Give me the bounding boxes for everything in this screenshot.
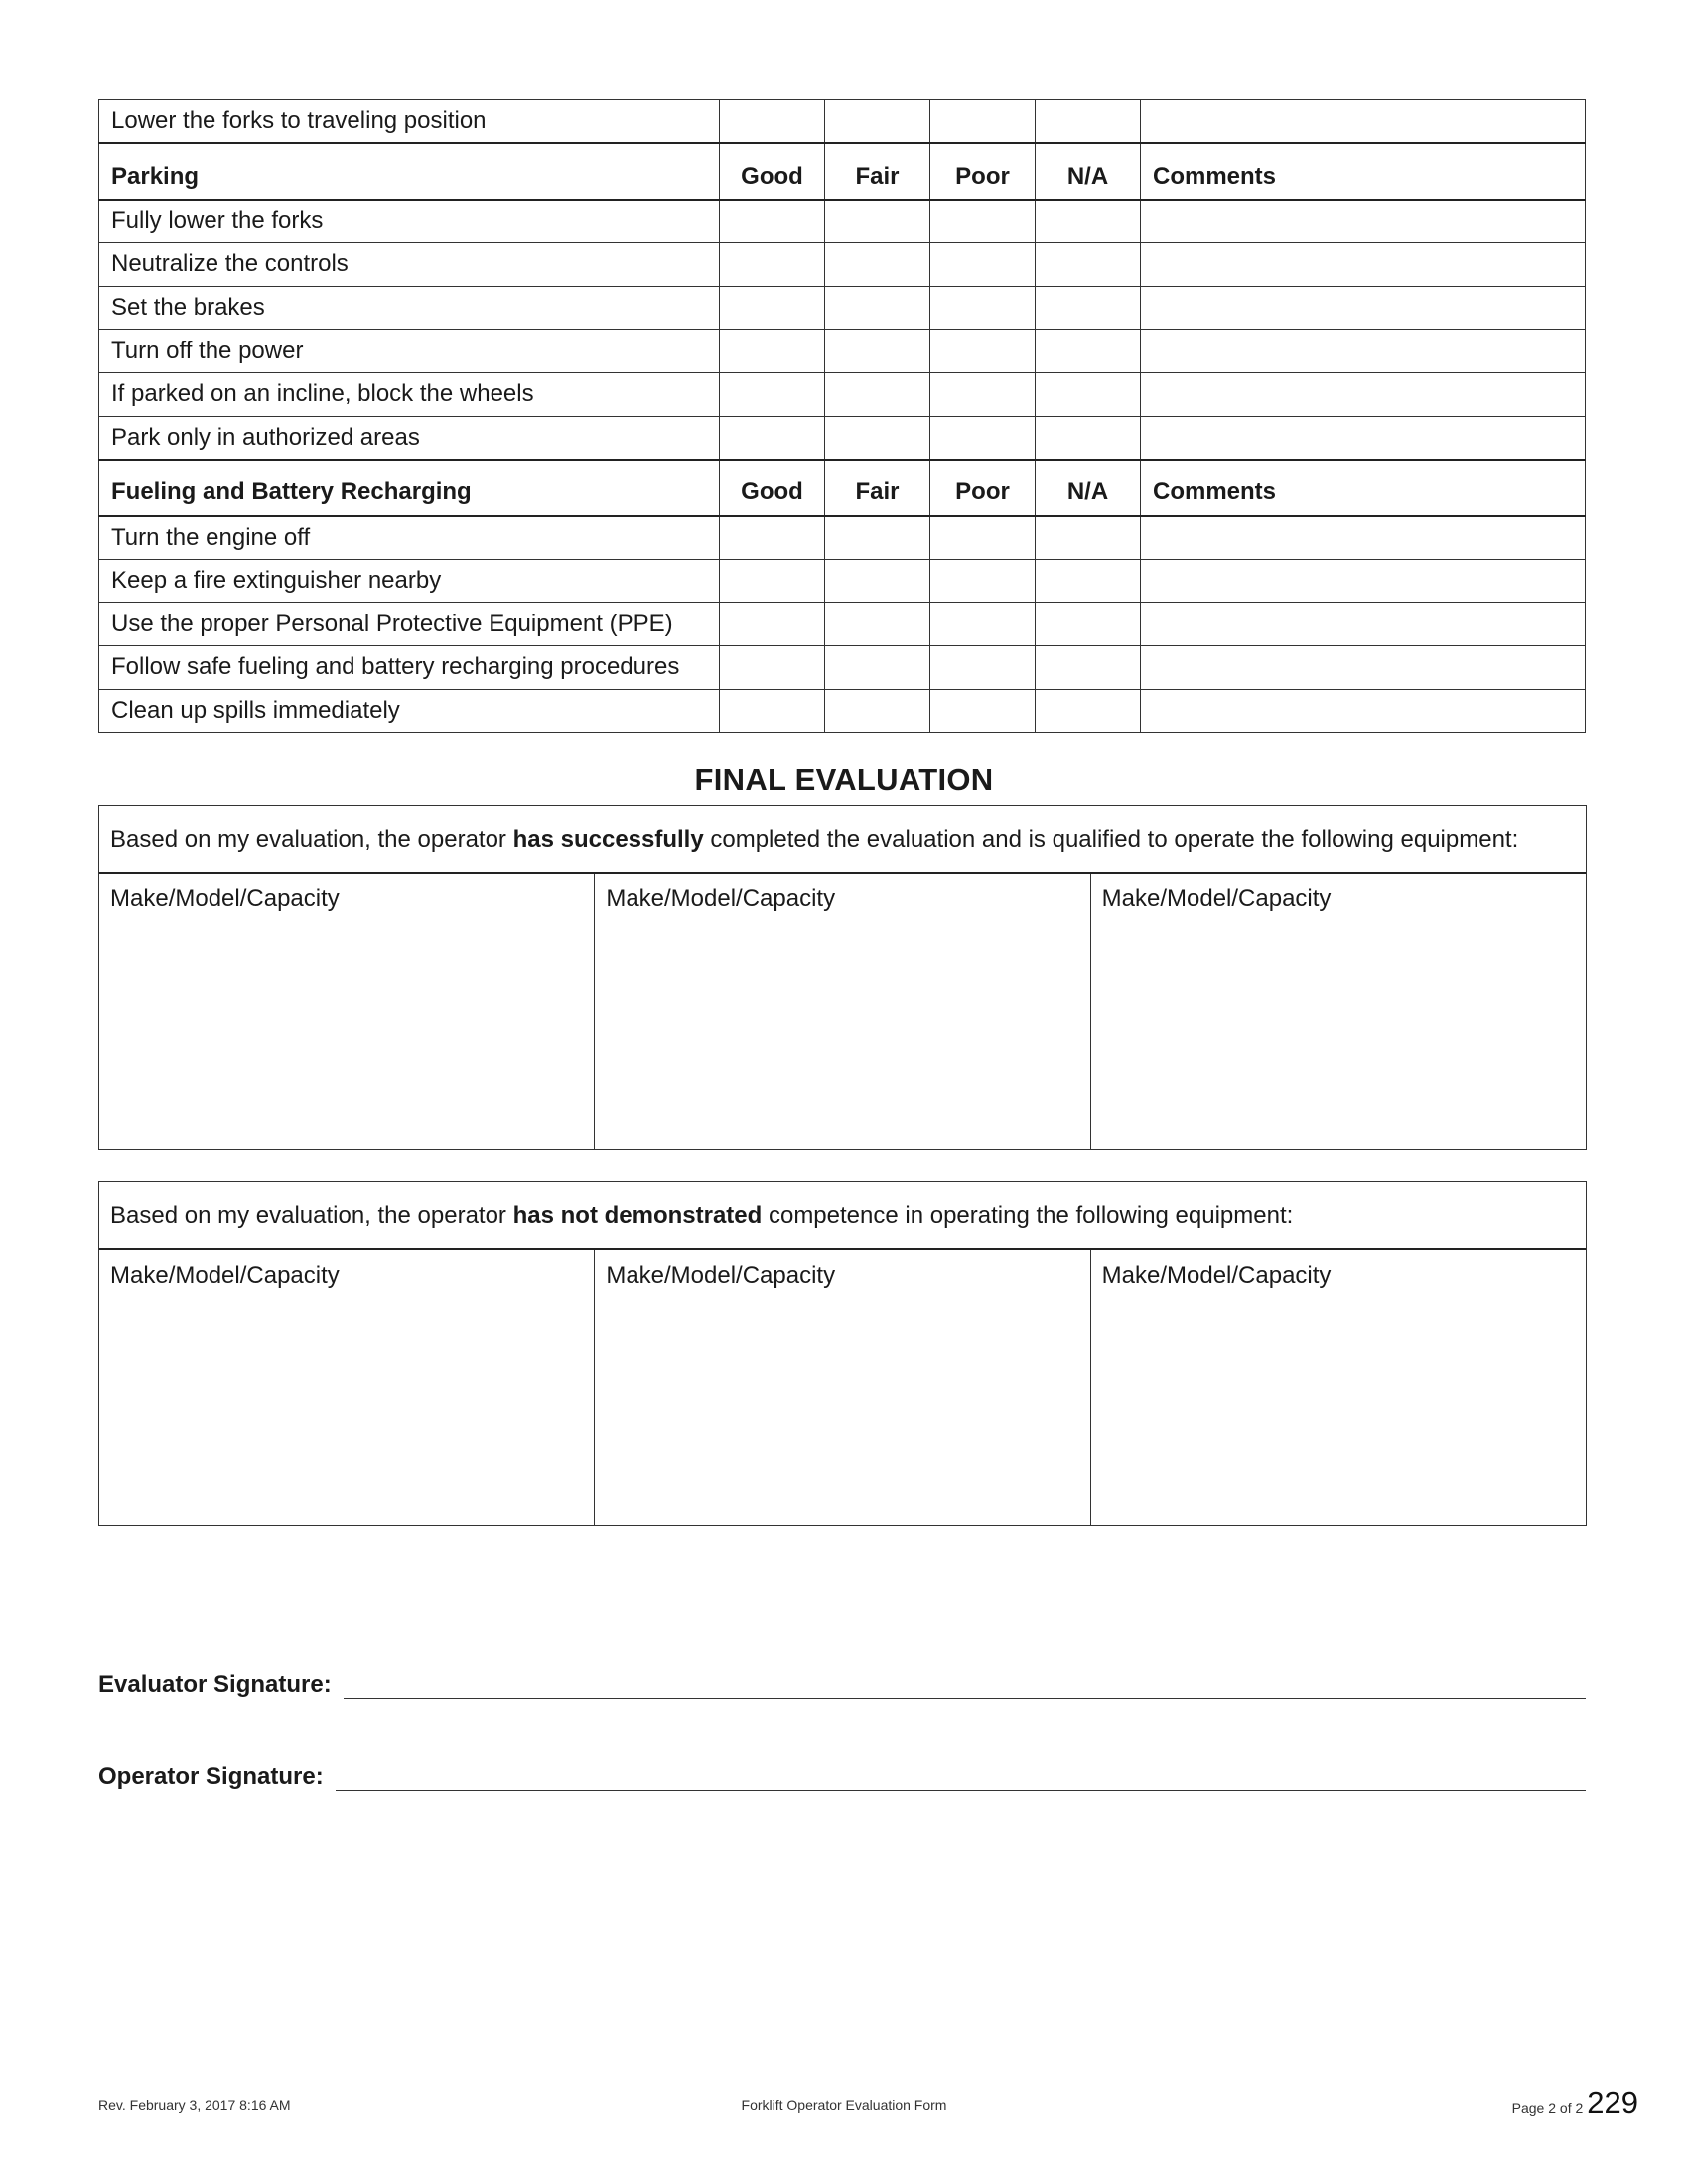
rating-cell-na[interactable]	[1036, 689, 1141, 733]
rating-cell-na[interactable]	[1036, 645, 1141, 689]
evaluation-checklist-table	[98, 99, 1586, 733]
rating-cell-na[interactable]	[1036, 603, 1141, 646]
operator-signature-label: Operator Signature:	[98, 1763, 324, 1790]
rating-cell-good[interactable]	[720, 416, 825, 460]
comments-cell[interactable]	[1141, 516, 1586, 560]
evaluator-signature-line[interactable]	[344, 1675, 1586, 1699]
not-demonstrated-equipment-box	[98, 1181, 1587, 1526]
task-label: Keep a fire extinguisher nearby	[99, 559, 720, 603]
table-row	[99, 559, 1586, 603]
rating-cell-na[interactable]	[1036, 372, 1141, 416]
rating-cell-fair[interactable]	[825, 645, 930, 689]
comments-cell[interactable]	[1141, 243, 1586, 287]
table-row	[99, 286, 1586, 330]
task-label: Turn off the power	[99, 330, 720, 373]
rating-cell-na[interactable]	[1036, 516, 1141, 560]
rating-cell-fair[interactable]	[825, 330, 930, 373]
qualified-statement	[99, 806, 1586, 874]
rating-cell-poor[interactable]	[930, 689, 1036, 733]
comments-cell[interactable]	[1141, 689, 1586, 733]
rating-cell-fair[interactable]	[825, 603, 930, 646]
table-row	[99, 243, 1586, 287]
task-label: Park only in authorized areas	[99, 416, 720, 460]
equipment-cell[interactable]: Make/Model/Capacity	[1101, 1262, 1332, 1289]
rating-cell-poor[interactable]	[930, 372, 1036, 416]
task-label: Lower the forks to traveling position	[99, 100, 720, 144]
rating-cell-poor[interactable]	[930, 516, 1036, 560]
rating-cell-good[interactable]	[720, 645, 825, 689]
rating-cell-na[interactable]	[1036, 330, 1141, 373]
comments-cell[interactable]	[1141, 286, 1586, 330]
rating-cell-fair[interactable]	[825, 559, 930, 603]
rating-cell-na[interactable]	[1036, 100, 1141, 144]
statement-emphasis: has not demonstrated	[512, 1202, 763, 1229]
section-header-parking	[99, 143, 1586, 200]
column-header-poor: Poor	[930, 143, 1036, 200]
page-of-label: Page 2 of 2	[1511, 2100, 1584, 2116]
rating-cell-good[interactable]	[720, 559, 825, 603]
column-header-good: Good	[720, 460, 825, 516]
rating-cell-good[interactable]	[720, 330, 825, 373]
rating-cell-fair[interactable]	[825, 516, 930, 560]
rating-cell-poor[interactable]	[930, 645, 1036, 689]
table-row	[99, 416, 1586, 460]
statement-emphasis: has successfully	[512, 826, 704, 853]
equipment-cell[interactable]: Make/Model/Capacity	[99, 1250, 595, 1525]
rating-cell-good[interactable]	[720, 243, 825, 287]
rating-cell-poor[interactable]	[930, 559, 1036, 603]
task-label: Follow safe fueling and battery recharging procedures	[99, 645, 720, 689]
rating-cell-fair[interactable]	[825, 286, 930, 330]
comments-cell[interactable]	[1141, 372, 1586, 416]
column-header-comments: Comments	[1141, 460, 1586, 516]
rating-cell-good[interactable]	[720, 603, 825, 646]
rating-cell-na[interactable]	[1036, 243, 1141, 287]
comments-cell[interactable]	[1141, 200, 1586, 243]
task-label: Turn the engine off	[99, 516, 720, 560]
comments-cell[interactable]	[1141, 645, 1586, 689]
comments-cell[interactable]	[1141, 603, 1586, 646]
task-label: Set the brakes	[99, 286, 720, 330]
rating-cell-fair[interactable]	[825, 100, 930, 144]
qualified-equipment-box	[98, 805, 1587, 1150]
operator-signature-row	[98, 1763, 1586, 1791]
rating-cell-na[interactable]	[1036, 286, 1141, 330]
rating-cell-good[interactable]	[720, 200, 825, 243]
comments-cell[interactable]	[1141, 559, 1586, 603]
column-header-comments: Comments	[1141, 143, 1586, 200]
not-demonstrated-statement	[99, 1182, 1586, 1250]
rating-cell-fair[interactable]	[825, 416, 930, 460]
comments-cell[interactable]	[1141, 100, 1586, 144]
rating-cell-fair[interactable]	[825, 200, 930, 243]
statement-prefix: Based on my evaluation, the operator	[110, 826, 513, 853]
column-header-na: N/A	[1036, 143, 1141, 200]
table-row	[99, 330, 1586, 373]
equipment-cell[interactable]: Make/Model/Capacity	[595, 874, 1090, 1149]
rating-cell-poor[interactable]	[930, 100, 1036, 144]
rating-cell-good[interactable]	[720, 372, 825, 416]
section-title: Parking	[99, 143, 720, 200]
rating-cell-poor[interactable]	[930, 200, 1036, 243]
rating-cell-fair[interactable]	[825, 689, 930, 733]
table-row	[99, 603, 1586, 646]
rating-cell-good[interactable]	[720, 689, 825, 733]
equipment-cell[interactable]: Make/Model/Capacity	[595, 1250, 1090, 1525]
evaluator-signature-row	[98, 1671, 1586, 1699]
column-header-fair: Fair	[825, 460, 930, 516]
rating-cell-fair[interactable]	[825, 243, 930, 287]
column-header-na: N/A	[1036, 460, 1141, 516]
rating-cell-poor[interactable]	[930, 416, 1036, 460]
rating-cell-good[interactable]	[720, 286, 825, 330]
final-evaluation-heading: FINAL EVALUATION	[694, 762, 994, 797]
page-indicator	[1512, 2085, 1638, 2120]
statement-prefix: Based on my evaluation, the operator	[110, 1202, 513, 1229]
table-row	[99, 516, 1586, 560]
task-label: Use the proper Personal Protective Equipment (PPE)	[99, 603, 720, 646]
equipment-cell[interactable]: Make/Model/Capacity	[99, 874, 595, 1149]
evaluator-signature-label: Evaluator Signature:	[98, 1671, 332, 1698]
revision-date: Rev. February 3, 2017 8:16 AM	[98, 2097, 291, 2113]
rating-cell-na[interactable]	[1036, 416, 1141, 460]
page-number: 229	[1587, 2085, 1638, 2119]
rating-cell-na[interactable]	[1036, 559, 1141, 603]
column-header-fair: Fair	[825, 143, 930, 200]
comments-cell[interactable]	[1141, 330, 1586, 373]
equipment-cell[interactable]: Make/Model/Capacity	[1101, 886, 1332, 912]
task-label: If parked on an incline, block the wheels	[99, 372, 720, 416]
rating-cell-poor[interactable]	[930, 243, 1036, 287]
rating-cell-fair[interactable]	[825, 372, 930, 416]
rating-cell-poor[interactable]	[930, 330, 1036, 373]
section-header-fueling	[99, 460, 1586, 516]
rating-cell-good[interactable]	[720, 100, 825, 144]
rating-cell-poor[interactable]	[930, 603, 1036, 646]
table-row	[99, 372, 1586, 416]
rating-cell-poor[interactable]	[930, 286, 1036, 330]
task-label: Neutralize the controls	[99, 243, 720, 287]
section-title: Fueling and Battery Recharging	[99, 460, 720, 516]
table-row	[99, 200, 1586, 243]
rating-cell-good[interactable]	[720, 516, 825, 560]
task-label: Fully lower the forks	[99, 200, 720, 243]
comments-cell[interactable]	[1141, 416, 1586, 460]
statement-suffix: competence in operating the following equipment:	[762, 1202, 1294, 1229]
rating-cell-na[interactable]	[1036, 200, 1141, 243]
statement-suffix: completed the evaluation and is qualified to operate the following equipment:	[703, 826, 1519, 853]
table-row	[99, 689, 1586, 733]
table-row	[99, 100, 1586, 144]
table-row	[99, 645, 1586, 689]
column-header-good: Good	[720, 143, 825, 200]
column-header-poor: Poor	[930, 460, 1036, 516]
operator-signature-line[interactable]	[336, 1767, 1586, 1791]
task-label: Clean up spills immediately	[99, 689, 720, 733]
form-title: Forklift Operator Evaluation Form	[741, 2097, 947, 2113]
